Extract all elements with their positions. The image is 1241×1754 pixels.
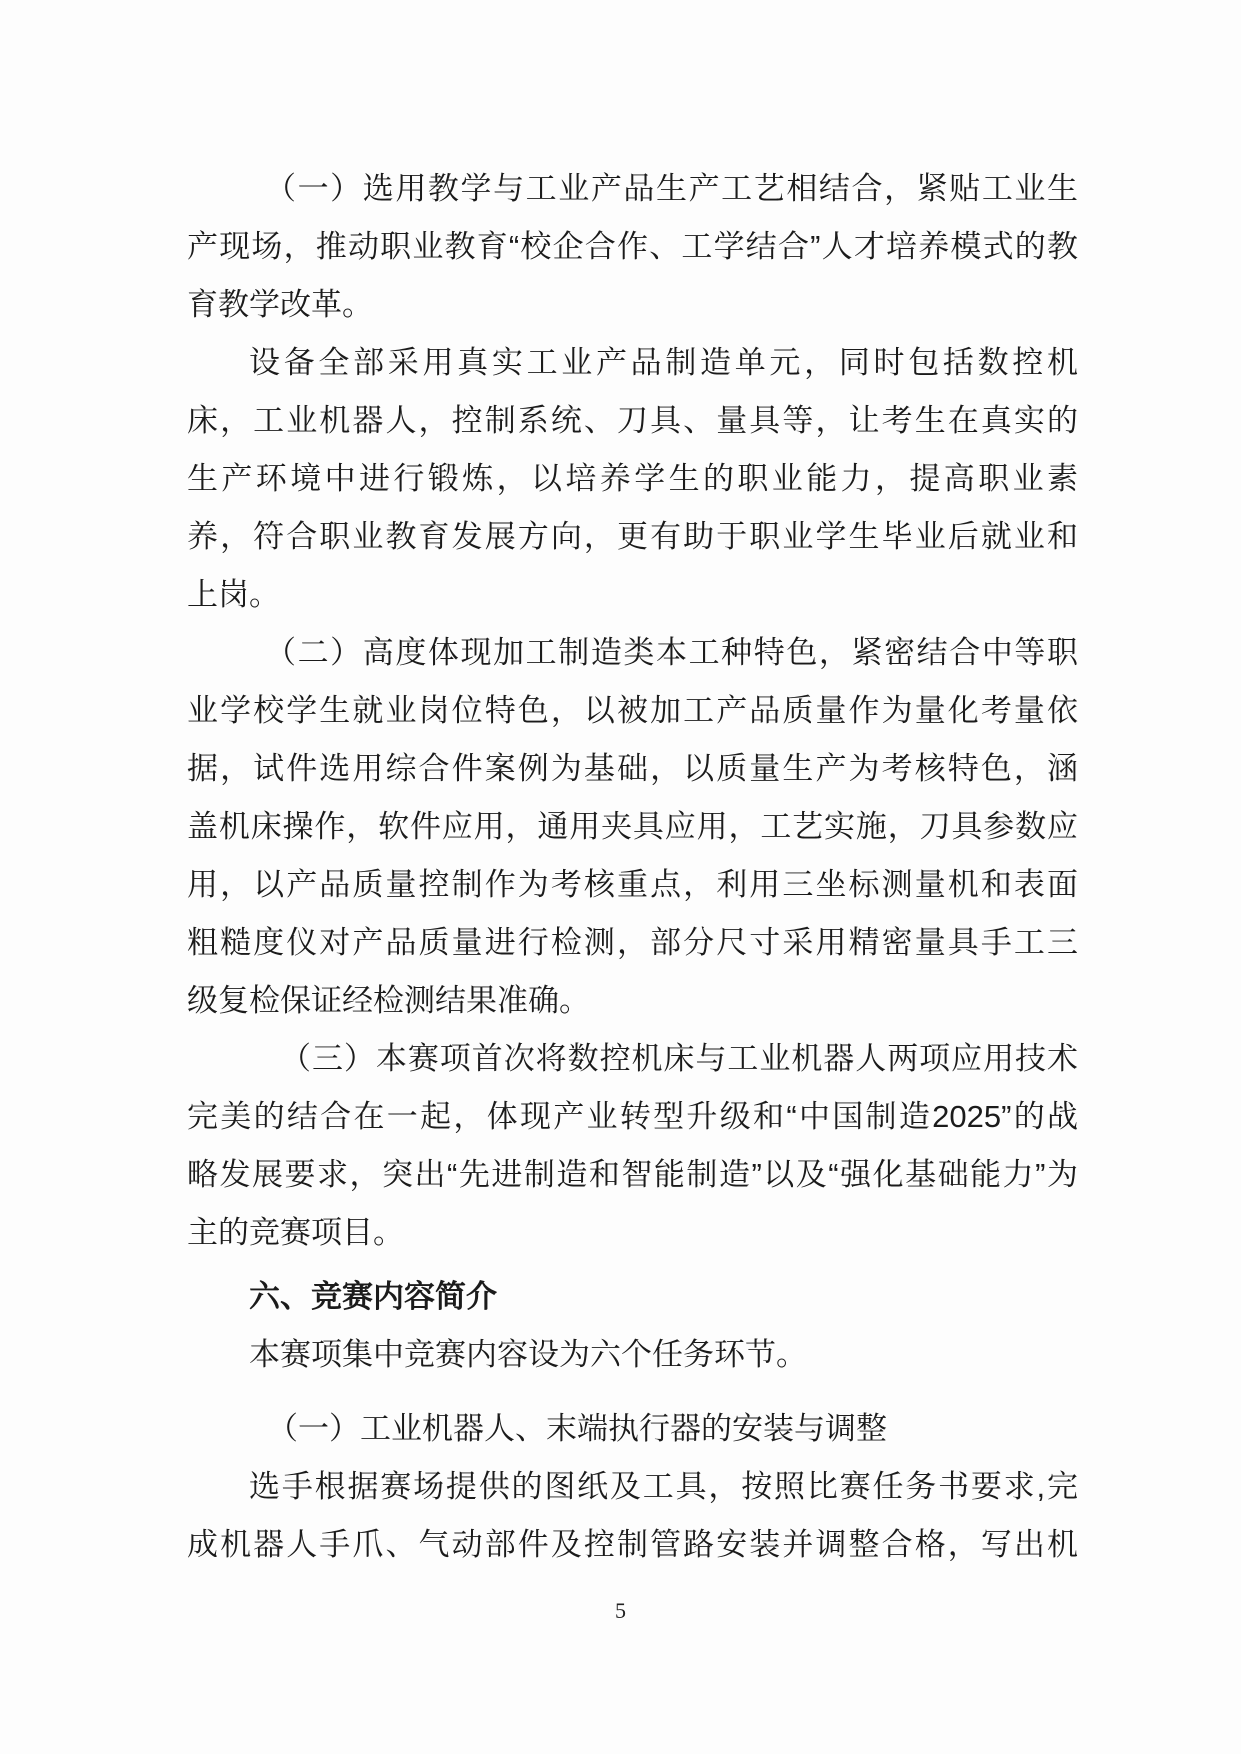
text-line: （一）工业机器人、末端执行器的安装与调整 <box>267 1411 887 1446</box>
text-line: 粗糙度仪对产品质量进行检测，部分尺寸采用精密量具手工三 <box>187 925 1078 960</box>
text-line: 略发展要求，突出“先进制造和智能制造”以及“强化基础能力”为 <box>187 1157 1078 1192</box>
text-line: 产现场，推动职业教育“校企合作、工学结合”人才培养模式的教 <box>187 229 1078 264</box>
text-line: 养，符合职业教育发展方向，更有助于职业学生毕业后就业和 <box>187 519 1078 554</box>
para-equipment <box>187 334 1078 624</box>
text-line: 用，以产品质量控制作为考核重点，利用三坐标测量机和表面 <box>187 867 1078 902</box>
para-section-6-intro <box>187 1326 1078 1384</box>
para-feature-1 <box>187 160 1078 334</box>
page-number: 5 <box>615 1598 626 1623</box>
text-line: 业学校学生就业岗位特色，以被加工产品质量作为量化考量依 <box>187 693 1078 728</box>
heading-section-6 <box>187 1268 1078 1326</box>
subheading-task-1 <box>187 1400 1078 1458</box>
text-line: 据，试件选用综合件案例为基础，以质量生产为考核特色，涵 <box>187 751 1078 786</box>
para-task-1-desc <box>187 1458 1078 1574</box>
text-line: 主的竞赛项目。 <box>187 1215 404 1250</box>
text-line: 生产环境中进行锻炼，以培养学生的职业能力，提高职业素 <box>187 461 1078 496</box>
text-line: 级复检保证经检测结果准确。 <box>187 983 590 1018</box>
text-line: 床，工业机器人，控制系统、刀具、量具等，让考生在真实的 <box>187 403 1078 438</box>
text-line: 本赛项集中竞赛内容设为六个任务环节。 <box>249 1337 807 1372</box>
text-line: 成机器人手爪、气动部件及控制管路安装并调整合格，写出机 <box>187 1527 1078 1562</box>
text-line: 设备全部采用真实工业产品制造单元，同时包括数控机 <box>249 345 1078 380</box>
text-line: （二）高度体现加工制造类本工种特色，紧密结合中等职 <box>265 635 1078 670</box>
para-feature-2 <box>187 624 1078 1030</box>
text-line: 盖机床操作，软件应用，通用夹具应用，工艺实施，刀具参数应 <box>187 809 1078 844</box>
text-line: 选手根据赛场提供的图纸及工具，按照比赛任务书要求,完 <box>249 1469 1078 1504</box>
text-line: 六、竞赛内容简介 <box>249 1279 497 1314</box>
para-feature-3 <box>187 1030 1078 1262</box>
text-line: 上岗。 <box>187 577 280 612</box>
document-body <box>187 160 1078 1574</box>
text-line: 完美的结合在一起，体现产业转型升级和“中国制造2025”的战 <box>187 1099 1078 1134</box>
text-line: （一）选用教学与工业产品生产工艺相结合，紧贴工业生 <box>265 171 1078 206</box>
text-line: 育教学改革。 <box>187 287 373 322</box>
text-line: （三）本赛项首次将数控机床与工业机器人两项应用技术 <box>280 1041 1078 1076</box>
